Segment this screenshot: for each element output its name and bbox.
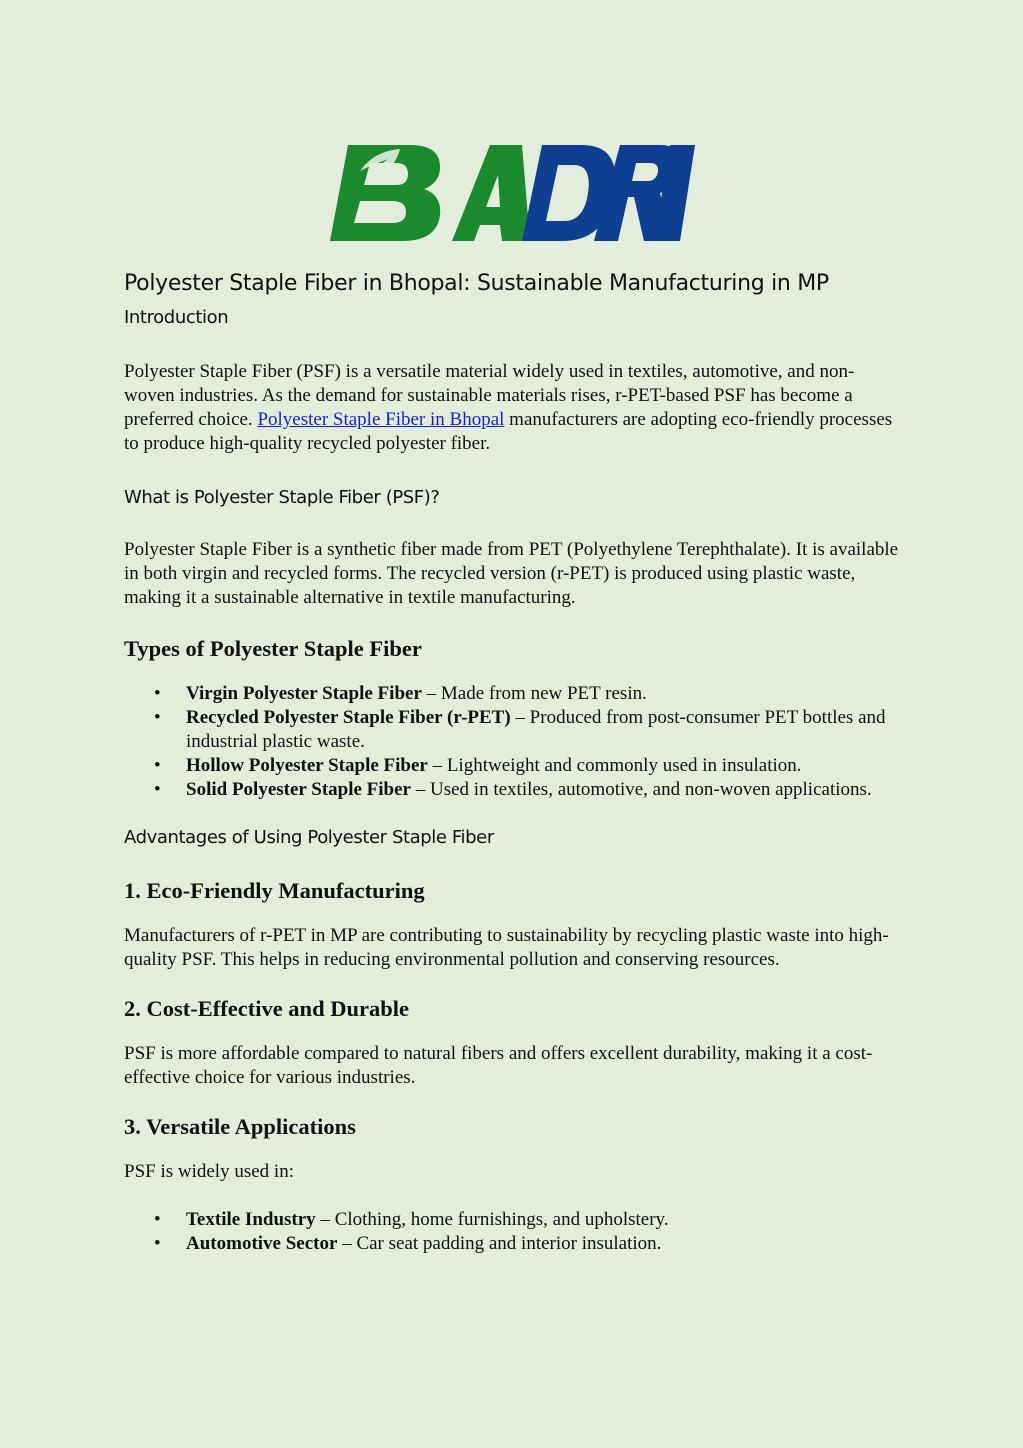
types-list — [124, 682, 899, 802]
list-item — [124, 706, 899, 754]
list-item — [124, 682, 899, 706]
list-item-bold: Solid Polyester Staple Fiber — [186, 779, 411, 800]
list-item-bold: Hollow Polyester Staple Fiber — [186, 755, 428, 776]
bhopal-psf-link[interactable]: Polyester Staple Fiber in Bhopal — [257, 409, 505, 430]
list-item-bold: Virgin Polyester Staple Fiber — [186, 683, 422, 704]
list-item-text: – Used in textiles, automotive, and non-woven applications. — [411, 779, 872, 800]
eco-heading: 1. Eco-Friendly Manufacturing — [124, 878, 425, 903]
list-item-text: – Produced from post-consumer PET bottles and industrial plastic waste. — [186, 707, 886, 752]
list-item-text: – Lightweight and commonly used in insulation. — [427, 755, 802, 776]
intro-text-2: manufacturers are adopting eco-friendly processes to produce high-quality recycled polyester fiber. — [124, 409, 893, 454]
document-content — [124, 266, 899, 1256]
page-title: Polyester Staple Fiber in Bhopal: Sustainable Manufacturing in MP — [124, 271, 829, 296]
advantages-heading: Advantages of Using Polyester Staple Fiber — [124, 827, 494, 848]
list-item-text: – Car seat padding and interior insulation. — [337, 1233, 662, 1254]
list-item-text: – Clothing, home furnishings, and upholstery. — [315, 1209, 669, 1230]
versatile-intro: PSF is widely used in: — [124, 1161, 294, 1182]
intro-paragraph — [124, 360, 899, 456]
list-item-bold: Recycled Polyester Staple Fiber (r-PET) — [186, 707, 511, 728]
badri-logo-graphic — [330, 143, 695, 243]
what-paragraph: Polyester Staple Fiber is a synthetic fiber made from PET (Polyethylene Terephthalate). It is available in both virgin and recycled forms. The recycled version (r-PET) is produced using plastic waste, making it a sustainable alternative in textile manufacturing. — [124, 539, 899, 608]
list-item-text: – Made from new PET resin. — [421, 683, 647, 704]
cost-paragraph: PSF is more affordable compared to natural fibers and offers excellent durability, making it a cost-effective choice for various industries. — [124, 1043, 873, 1088]
badri-logo — [330, 143, 695, 243]
intro-heading: Introduction — [124, 307, 229, 328]
list-item-bold: Textile Industry — [186, 1209, 316, 1230]
intro-text-1: Polyester Staple Fiber (PSF) is a versatile material widely used in textiles, automotive, and non-woven industries. As the demand for sustainable materials rises, r-PET-based PSF has become a preferred choice. — [124, 361, 855, 430]
eco-paragraph: Manufacturers of r-PET in MP are contributing to sustainability by recycling plastic waste into high-quality PSF. This helps in reducing environmental pollution and conserving resources. — [124, 925, 889, 970]
list-item — [124, 1232, 899, 1256]
list-item-bold: Automotive Sector — [186, 1233, 338, 1254]
list-item — [124, 778, 899, 802]
applications-list — [124, 1208, 899, 1256]
list-item — [124, 754, 899, 778]
what-heading: What is Polyester Staple Fiber (PSF)? — [124, 487, 440, 508]
versatile-heading: 3. Versatile Applications — [124, 1114, 356, 1139]
types-heading: Types of Polyester Staple Fiber — [124, 636, 422, 661]
list-item — [124, 1208, 899, 1232]
cost-heading: 2. Cost-Effective and Durable — [124, 996, 409, 1021]
